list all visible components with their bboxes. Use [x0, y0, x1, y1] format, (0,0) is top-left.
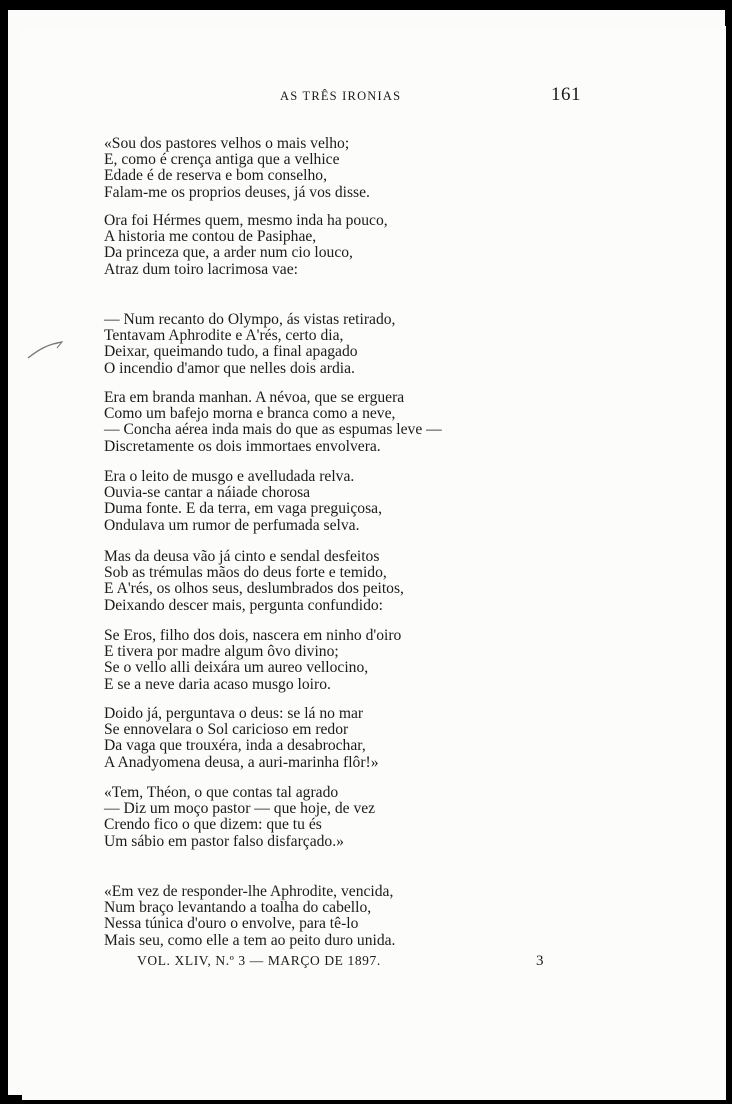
- volume-footer: VOL. XLIV, N.º 3 — MARÇO DE 1897.: [137, 953, 381, 968]
- verse-line: Ondulava um rumor de perfumada selva.: [104, 516, 360, 534]
- verse-line: E tivera por madre algum ôvo divino;: [104, 643, 339, 661]
- verse-line: Doido já, perguntava o deus: se lá no mar: [104, 705, 364, 722]
- stanza-8: [104, 706, 379, 771]
- verse-line: Era o leito de musgo e avelludada relva.: [104, 468, 355, 485]
- verse-line: Se Eros, filho dos dois, nascera em ninho d'oiro: [104, 627, 402, 644]
- verse-line: Se ennovelara o Sol caricioso em redor: [104, 721, 349, 739]
- verse-line: Era em branda manhan. A névoa, que se erguera: [104, 389, 405, 406]
- stanza-6: [104, 549, 404, 614]
- verse-line: Deixando descer mais, pergunta confundido:: [104, 596, 384, 614]
- verse-line: Deixar, queimando tudo, a final apagado: [104, 343, 358, 361]
- verse-line: Falam-me os proprios deuses, já vos disse.: [104, 183, 370, 201]
- verse-line: — Concha aérea inda mais do que as espumas leve —: [104, 421, 442, 439]
- verse-line: Da vaga que trouxéra, inda a desabrochar,: [104, 737, 366, 755]
- verse-line: E A'rés, os olhos seus, deslumbrados dos peitos,: [104, 580, 404, 598]
- verse-line: E se a neve daria acaso musgo loiro.: [104, 675, 331, 693]
- verse-line: Mais seu, como elle a tem ao peito duro unida.: [104, 931, 396, 949]
- verse-line: Ora foi Hérmes quem, mesmo inda ha pouco,: [104, 212, 388, 229]
- verse-line: Ouvia-se cantar a náiade chorosa: [104, 484, 311, 502]
- verse-line: O incendio d'amor que nelles dois ardia.: [104, 359, 355, 377]
- stanza-3: [104, 312, 395, 377]
- verse-line: Da princeza que, a arder num cio louco,: [104, 244, 353, 262]
- verse-line: Tentavam Aphrodite e A'rés, certo dia,: [104, 327, 344, 345]
- verse-line: Atraz dum toiro lacrimosa vae:: [104, 260, 298, 278]
- verse-line: Edade é de reserva e bom conselho,: [104, 167, 327, 185]
- stanza-1: [104, 136, 370, 201]
- verse-line: Nessa túnica d'ouro o envolve, para tê-lo: [104, 915, 359, 933]
- running-title: AS TRÊS IRONIAS: [280, 89, 402, 103]
- stanza-10: [104, 884, 395, 949]
- verse-line: Discretamente os dois immortaes envolvera.: [104, 437, 381, 455]
- verse-line: Como um bafejo morna e branca como a neve,: [104, 405, 396, 423]
- verse-line: A historia me contou de Pasiphae,: [104, 228, 317, 246]
- verse-line: Sob as trémulas mãos do deus forte e temido,: [104, 564, 387, 582]
- stanza-5: [104, 469, 382, 534]
- verse-line: — Num recanto do Olympo, ás vistas retirado,: [104, 311, 396, 328]
- verse-line: — Diz um moço pastor — que hoje, de vez: [104, 800, 376, 818]
- verse-line: Duma fonte. E da terra, em vaga preguiçosa,: [104, 500, 382, 518]
- verse-line: Mas da deusa vão já cinto e sendal desfeitos: [104, 548, 380, 565]
- stanza-7: [104, 628, 401, 693]
- stanza-2: [104, 213, 388, 278]
- margin-pencil-mark: [26, 336, 66, 366]
- verse-line: «Sou dos pastores velhos o mais velho;: [104, 135, 350, 152]
- stanza-9: [104, 785, 375, 850]
- signature-mark: 3: [536, 953, 544, 969]
- stanza-4: [104, 390, 442, 455]
- page-number: 161: [551, 84, 581, 105]
- verse-line: «Em vez de responder-lhe Aphrodite, vencida,: [104, 883, 394, 900]
- verse-line: Num braço levantando a toalha do cabello,: [104, 899, 372, 917]
- verse-line: A Anadyomena deusa, a auri-marinha flôr!»: [104, 753, 379, 771]
- verse-line: E, como é crença antiga que a velhice: [104, 151, 340, 169]
- verse-line: Um sábio em pastor falso disfarçado.»: [104, 832, 344, 850]
- book-page: [22, 26, 726, 1100]
- verse-line: Crendo fico o que dizem: que tu és: [104, 816, 322, 834]
- verse-line: «Tem, Théon, o que contas tal agrado: [104, 784, 339, 801]
- verse-line: Se o vello alli deixára um aureo vellocino,: [104, 659, 369, 677]
